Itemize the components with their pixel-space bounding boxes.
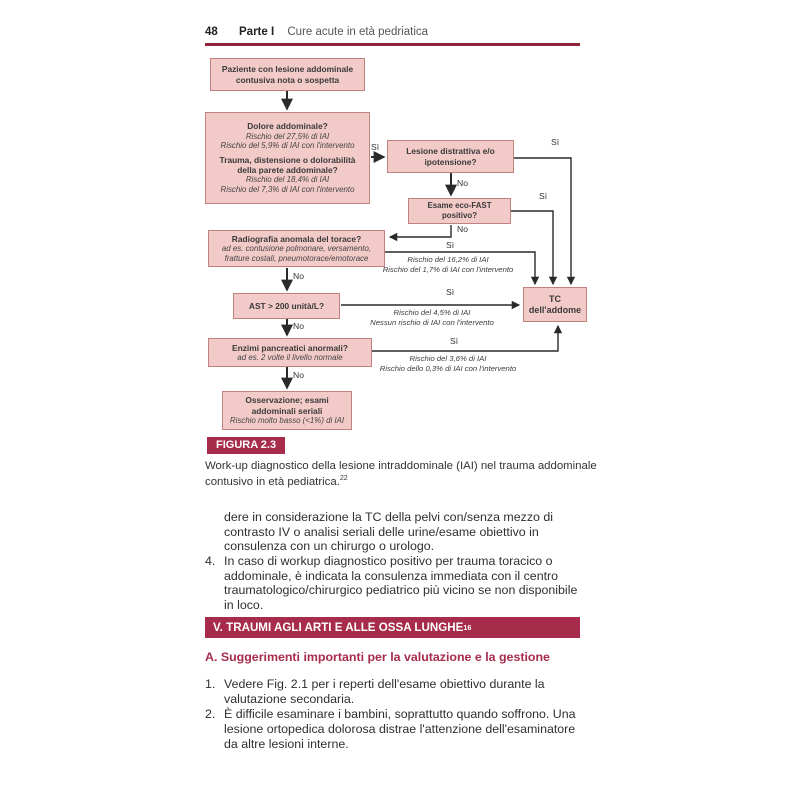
node-observation-title: Osservazione; esami addominali seriali xyxy=(245,395,329,416)
connector-fast-no-xray xyxy=(390,225,451,237)
connector-pancreatic-yes-ct xyxy=(372,326,558,351)
node-abdominal-pain xyxy=(205,112,370,204)
node-distracting-lesion xyxy=(387,140,514,173)
risk-line: Nessun rischio di IAI con l'intervento xyxy=(370,318,494,327)
node-pancreatic-note: ad es. 2 volte il livello normale xyxy=(237,352,343,362)
node-pain-question2: Trauma, distensione o dolorabilità della parete addominale? xyxy=(219,154,356,176)
running-head xyxy=(205,26,580,38)
list-item-2 xyxy=(205,707,589,751)
suggestions-list xyxy=(205,677,589,752)
figure-caption-reference: 22 xyxy=(339,474,348,482)
list-item-4 xyxy=(205,554,589,613)
node-pain-risk3: Rischio del 18,4% di IAI xyxy=(245,175,330,185)
section-title: V. TRAUMI AGLI ARTI E ALLE OSSA LUNGHE xyxy=(213,621,464,634)
node-eco-fast xyxy=(408,198,511,224)
node-xray-question: Radiografia anomala del torace? xyxy=(231,233,362,244)
node-ast-question: AST > 200 unità/L? xyxy=(248,300,325,311)
node-ast xyxy=(233,293,340,319)
node-ct-abdomen xyxy=(523,287,587,322)
risk-line: Rischio dello 0,3% di IAI con l'intervento xyxy=(379,364,517,373)
risk-annotation-xray-yes xyxy=(383,255,514,275)
risk-annotation-pancreatic-yes xyxy=(380,354,517,374)
node-xray-note: ad es. contusione polmonare, versamento, fratture costali, pneumotorace/emotorace xyxy=(221,243,372,263)
figure-caption xyxy=(205,459,597,489)
list-marker: 2. xyxy=(205,707,216,722)
node-pain-risk4: Rischio del 7,3% di IAI con l'intervento xyxy=(220,185,355,195)
page-number: 48 xyxy=(205,26,218,38)
part-label: Parte I xyxy=(239,26,275,38)
label-no-pancreatic: No xyxy=(293,370,304,380)
section-reference: 16 xyxy=(463,623,472,632)
label-yes-pain: Sì xyxy=(371,142,380,152)
label-no-ast: No xyxy=(293,321,304,331)
risk-line: Rischio del 1,7% di IAI con l'intervento xyxy=(382,265,514,274)
node-pain-risk2: Rischio del 5,9% di IAI con l'intervento xyxy=(220,141,355,151)
node-pancreatic-enzymes xyxy=(208,338,372,367)
node-pain-question1: Dolore addominale? xyxy=(247,121,328,132)
label-no-distracting: No xyxy=(457,178,468,188)
header-rule xyxy=(205,43,580,46)
body-text xyxy=(205,510,589,612)
risk-line: Rischio del 16,2% di IAI xyxy=(407,255,489,264)
node-observation-note: Rischio molto basso (<1%) di IAI xyxy=(229,415,345,425)
node-patient xyxy=(210,58,365,91)
figure-badge: FIGURA 2.3 xyxy=(207,437,285,454)
risk-line: Rischio del 4,5% di IAI xyxy=(393,308,471,317)
label-yes-xray: Sì xyxy=(446,240,455,250)
label-no-fast: No xyxy=(457,224,468,234)
chapter-title: Cure acute in età pedriatica xyxy=(287,26,429,38)
list-item-text: In caso di workup diagnostico positivo per trauma toracico o addominale, è indicata la consulenza immediata con il centro traumatologico/chirurgico pediatrico più vicino se non disponibile in loco. xyxy=(224,553,578,612)
node-observation xyxy=(222,391,352,430)
list-item-text: È difficile esaminare i bambini, soprattutto quando soffrono. Una lesione ortopedica dolorosa distrae l'attenzione dell'esaminatore da altre lesioni interne. xyxy=(224,707,576,751)
label-no-xray: No xyxy=(293,271,304,281)
node-distracting-text: Lesione distrattiva e/o ipotensione? xyxy=(406,146,495,167)
label-yes-distracting: Sì xyxy=(551,137,560,147)
connector-distracting-yes-ct xyxy=(514,158,571,284)
list-item-1 xyxy=(205,677,589,706)
subsection-heading: A. Suggerimenti importanti per la valutazione e la gestione xyxy=(205,650,550,664)
paragraph-continuation: dere in considerazione la TC della pelvi con/senza mezzo di contrasto IV o analisi seriali delle urine/esame obiettivo in consulenza con un chirurgo o urologo. xyxy=(224,510,553,554)
risk-annotation-ast-yes xyxy=(370,308,494,328)
figure-caption-text: Work-up diagnostico della lesione intraddominale (IAI) nel trauma addominale contusivo in età pediatrica. xyxy=(205,460,597,488)
node-ct-text: TC dell'addome xyxy=(528,293,582,315)
section-heading xyxy=(205,617,580,638)
node-pancreatic-question: Enzimi pancreatici anormali? xyxy=(232,342,348,353)
list-marker: 1. xyxy=(205,677,216,691)
label-yes-fast: Sì xyxy=(539,191,548,201)
risk-line: Rischio del 3,6% di IAI xyxy=(409,354,487,363)
list-item-text: Vedere Fig. 2.1 per i reperti dell'esame obiettivo durante la valutazione secondaria. xyxy=(224,677,545,706)
label-yes-ast: Sì xyxy=(446,287,455,297)
node-chest-xray xyxy=(208,230,385,267)
node-patient-text: Paziente con lesione addominale contusiva nota o sospetta xyxy=(221,64,354,85)
node-eco-fast-text: Esame eco-FAST positivo? xyxy=(427,201,492,220)
label-yes-pancreatic: Sì xyxy=(450,336,459,346)
node-pain-risk1: Rischio del 27,5% di IAI xyxy=(245,131,330,141)
connector-fast-yes-ct xyxy=(511,211,553,284)
list-marker: 4. xyxy=(205,553,216,568)
